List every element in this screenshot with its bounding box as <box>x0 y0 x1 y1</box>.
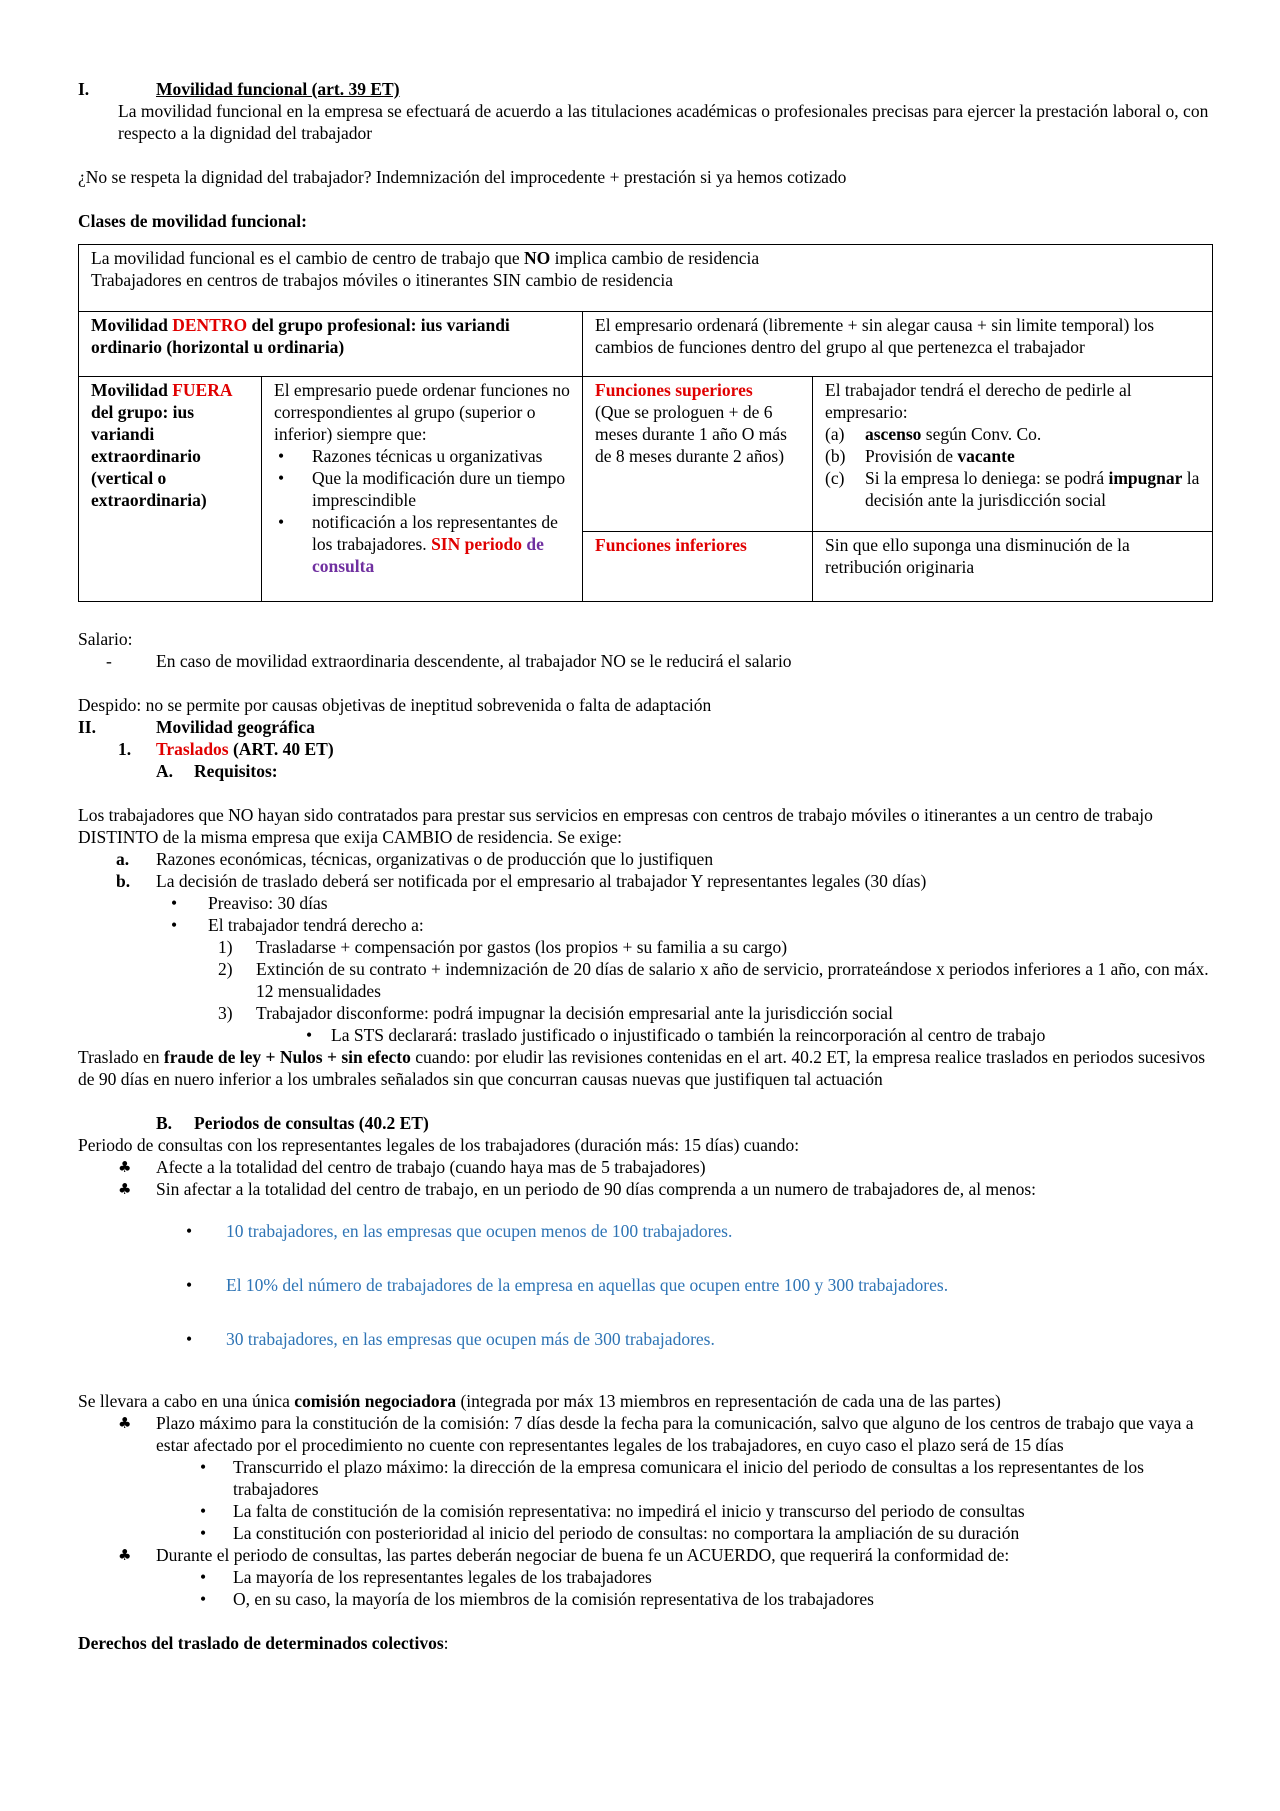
list-letter: b. <box>116 871 131 891</box>
document-page <box>78 78 1213 1654</box>
club-text: Durante el periodo de consultas, las partes deberán negociar de buena fe un ACUERDO, que requerirá la conformidad de: <box>156 1545 1010 1565</box>
fraude-text-end: cuando: por eludir las revisiones contenidas en el art. 40.2 ET, la empresa realice traslados en periodos sucesivos de 90 días en nuero inferior a los umbrales señalados sin que concurran causas nuevas que justifiquen tal actuación <box>78 1047 1206 1089</box>
derechos-title: Derechos del traslado de determinados colectivos <box>78 1633 444 1653</box>
section-i-paragraph: La movilidad funcional en la empresa se efectuará de acuerdo a las titulaciones académicas o profesionales precisas para ejercer la prestación laboral o, con respecto a la dignidad del trabajador <box>118 101 1209 143</box>
requisito-b <box>78 870 1213 892</box>
dignity-question: ¿No se respeta la dignidad del trabajador? Indemnización del improcedente + prestación si ya hemos cotizado <box>78 167 847 187</box>
fuera-label-cell <box>79 377 262 602</box>
fuera-desc-cell <box>262 377 583 602</box>
sup-title: Funciones superiores <box>595 380 753 400</box>
numbered-item: 3) Trabajador disconforme: podrá impugnar la decisión empresarial ante la jurisdicción social <box>218 1003 893 1023</box>
bullet-item: • El trabajador tendrá derecho a: <box>171 915 424 935</box>
club-text: Sin afectar a la totalidad del centro de trabajo, en un periodo de 90 días comprenda a un numero de trabajadores de, al menos: <box>156 1179 1037 1199</box>
requisito-text: La decisión de traslado deberá ser notificada por el empresario al trabajador Y representantes legales (30 días) <box>156 871 927 891</box>
threshold-item: • 30 trabajadores, en las empresas que ocupen más de 300 trabajadores. <box>186 1329 715 1349</box>
bullet-text: La falta de constitución de la comisión representativa: no impedirá el inicio y transcurso del periodo de consultas <box>233 1501 1025 1521</box>
de-consulta: de consulta <box>312 534 544 576</box>
comision-bold: comisión negociadora <box>294 1391 457 1411</box>
sup-option-bold: impugnar <box>1108 468 1183 488</box>
traslados-art: (ART. 40 ET) <box>228 739 334 759</box>
bullet-item: • O, en su caso, la mayoría de los miembros de la comisión representativa de los trabajadores <box>200 1589 874 1609</box>
requisitos-heading <box>78 760 1213 782</box>
club-text: Plazo máximo para la constitución de la comisión: 7 días desde la fecha para la comunicación, salvo que alguno de los centros de trabajo que vaya a estar afectado por el procedimiento no cuente con representantes legales de los trabajadores, en cuyo caso el plazo será de 15 días <box>156 1413 1194 1455</box>
bullet-item: • Transcurrido el plazo máximo: la dirección de la empresa comunicara el inicio del periodo de consultas a los representantes de los trabajadores <box>200 1457 1144 1499</box>
bullet-text: O, en su caso, la mayoría de los miembros de la comisión representativa de los trabajadores <box>233 1589 874 1609</box>
inf-title: Funciones inferiores <box>595 535 747 555</box>
intro-text: La movilidad funcional es el cambio de centro de trabajo que <box>91 248 524 268</box>
dentro-desc-cell: El empresario ordenará (libremente + sin alegar causa + sin limite temporal) los cambios de funciones dentro del grupo al que pertenezca el trabajador <box>583 312 1213 377</box>
fuera-item-text: notificación a los representantes de los trabajadores. <box>312 512 558 554</box>
section-number: I. <box>78 79 90 99</box>
fuera-label-b: FUERA <box>172 380 232 400</box>
fuera-label-c: del grupo: ius variandi extraordinario (vertical o extraordinaria) <box>91 402 207 510</box>
bullet-text: Preaviso: 30 días <box>208 893 328 913</box>
bullet-item: • La mayoría de los representantes legales de los trabajadores <box>200 1567 652 1587</box>
sts-text: La STS declarará: traslado justificado o injustificado o también la reincorporación al centro de trabajo <box>331 1025 1046 1045</box>
sup-option-marker: (b) <box>825 446 846 466</box>
numbered-item: 2) Extinción de su contrato + indemnización de 20 días de salario x año de servicio, prorrateándose x periodos inferiores a 1 año, con máx. 12 mensualidades <box>218 959 1209 1001</box>
bullet-item: • La falta de constitución de la comisión representativa: no impedirá el inicio y transcurso del periodo de consultas <box>200 1501 1025 1521</box>
fraude-bold: fraude de ley + Nulos + sin efecto <box>163 1047 411 1067</box>
sup-option-bold: ascenso <box>865 424 922 444</box>
comision-text-end: (integrada por máx 13 miembros en representación de cada una de las partes) <box>456 1391 1001 1411</box>
subsection-number: 1. <box>118 739 132 759</box>
sup-right-cell <box>813 377 1213 532</box>
sup-option-bold: vacante <box>957 446 1015 466</box>
consultas-heading <box>78 1112 1213 1134</box>
dentro-label-a: Movilidad <box>91 315 173 335</box>
sup-cell <box>583 377 813 532</box>
comision-line <box>78 1390 1213 1412</box>
requisitos-paragraph: Los trabajadores que NO hayan sido contratados para prestar sus servicios en empresas con centros de trabajo móviles o itinerantes a un centro de trabajo DISTINTO de la misma empresa que exija CAMBIO de residencia. Se exige: <box>78 805 1153 847</box>
bullet-item: • La constitución con posterioridad al inicio del periodo de consultas: no comportara la ampliación de su duración <box>200 1523 1020 1543</box>
numbered-item: 1) Trasladarse + compensación por gastos (los propios + su familia a su cargo) <box>218 937 788 957</box>
bullet-text: La constitución con posterioridad al inicio del periodo de consultas: no comportara la ampliación de su duración <box>233 1523 1020 1543</box>
threshold-item: • El 10% del número de trabajadores de la empresa en aquellas que ocupen entre 100 y 300 trabajadores. <box>186 1275 949 1295</box>
fuera-item: • Que la modificación dure un tiempo imprescindible <box>278 468 566 510</box>
club-item: ♣ Sin afectar a la totalidad del centro de trabajo, en un periodo de 90 días comprenda a un numero de trabajadores de, al menos: <box>118 1179 1037 1199</box>
numbered-text: Extinción de su contrato + indemnización de 20 días de salario x año de servicio, prorrateándose x periodos inferiores a 1 año, con máx. 12 mensualidades <box>256 959 1209 1001</box>
sup-option <box>825 467 1200 511</box>
comision-text: Se llevara a cabo en una única <box>78 1391 295 1411</box>
requisito-a <box>78 848 1213 870</box>
club-item: ♣ Plazo máximo para la constitución de la comisión: 7 días desde la fecha para la comunicación, salvo que alguno de los centros de trabajo que vaya a estar afectado por el procedimiento no cuente con representantes legales de los trabajadores, en cuyo caso el plazo será de 15 días <box>118 1413 1194 1455</box>
traslados-title: Traslados <box>156 739 229 759</box>
salario-label: Salario: <box>78 629 133 649</box>
sup-option-text: Provisión de <box>865 446 958 466</box>
salario-item-text: En caso de movilidad extraordinaria descendente, al trabajador NO se le reducirá el salario <box>156 651 792 671</box>
threshold-text: El 10% del número de trabajadores de la empresa en aquellas que ocupen entre 100 y 300 trabajadores. <box>226 1275 949 1295</box>
section-title: Movilidad geográfica <box>156 717 315 737</box>
despido-line: Despido: no se permite por causas objetivas de ineptitud sobrevenida o falta de adaptación <box>78 695 712 715</box>
numbered-text: Trabajador disconforme: podrá impugnar la decisión empresarial ante la jurisdicción social <box>256 1003 893 1023</box>
requisito-text: Razones económicas, técnicas, organizativas o de producción que lo justifiquen <box>156 849 714 869</box>
fuera-label-a: Movilidad <box>91 380 173 400</box>
club-item: ♣ Durante el periodo de consultas, las partes deberán negociar de buena fe un ACUERDO, que requerirá la conformidad de: <box>118 1545 1010 1565</box>
mobility-table <box>78 244 1213 602</box>
intro-no: NO <box>523 248 551 268</box>
sup-right-text: El trabajador tendrá el derecho de pedirle al empresario: <box>825 380 1132 422</box>
list-letter: a. <box>116 849 130 869</box>
fraude-text: Traslado en <box>78 1047 164 1067</box>
bullet-text: La mayoría de los representantes legales de los trabajadores <box>233 1567 652 1587</box>
section-number: II. <box>78 717 96 737</box>
sin-periodo: SIN periodo <box>431 534 522 554</box>
consultas-title: Periodos de consultas (40.2 ET) <box>194 1113 429 1133</box>
dentro-label-c: del grupo profesional: ius variandi ordinario (horizontal u ordinaria) <box>91 315 510 357</box>
club-text: Afecte a la totalidad del centro de trabajo (cuando haya mas de 5 trabajadores) <box>156 1157 706 1177</box>
sup-option-marker: (c) <box>825 468 845 488</box>
fuera-item: • notificación a los representantes de los trabajadores. SIN periodo de consulta <box>278 512 558 576</box>
dentro-label-cell <box>79 312 583 377</box>
threshold-item: • 10 trabajadores, en las empresas que ocupen menos de 100 trabajadores. <box>186 1221 733 1241</box>
inf-cell <box>583 532 813 602</box>
dentro-label-b: DENTRO <box>172 315 248 335</box>
derechos-colon: : <box>443 1633 449 1653</box>
section-title: Movilidad funcional (art. 39 ET) <box>156 79 400 99</box>
subsection-letter: A. <box>156 761 174 781</box>
threshold-text: 10 trabajadores, en las empresas que ocupen menos de 100 trabajadores. <box>226 1221 733 1241</box>
fuera-item-text: Razones técnicas u organizativas <box>312 446 543 466</box>
traslados-heading <box>78 738 1213 760</box>
salario-item: - En caso de movilidad extraordinaria descendente, al trabajador NO se le reducirá el salario <box>106 651 792 671</box>
section-ii-heading <box>78 716 1213 738</box>
inf-right-cell: Sin que ello suponga una disminución de la retribución originaria <box>813 532 1213 602</box>
sup-option <box>825 445 1200 467</box>
bullet-text: El trabajador tendrá derecho a: <box>208 915 424 935</box>
sup-option-text: según Conv. Co. <box>921 424 1042 444</box>
numbered-text: Trasladarse + compensación por gastos (los propios + su familia a su cargo) <box>256 937 788 957</box>
sup-option-text: Si la empresa lo deniega: se podrá <box>865 468 1109 488</box>
bullet-item: • Preaviso: 30 días <box>171 893 328 913</box>
sup-option-text: la decisión ante la jurisdicción social <box>865 468 1200 510</box>
intro-text-end: implica cambio de residencia <box>550 248 760 268</box>
sup-desc: (Que se prologuen + de 6 meses durante 1 año O más de 8 meses durante 2 años) <box>595 402 787 466</box>
subsection-letter: B. <box>156 1113 173 1133</box>
club-item: ♣ Afecte a la totalidad del centro de trabajo (cuando haya mas de 5 trabajadores) <box>118 1157 706 1177</box>
fuera-item-text: Que la modificación dure un tiempo imprescindible <box>312 468 566 510</box>
section-i-heading <box>78 78 1213 100</box>
sup-option-marker: (a) <box>825 424 845 444</box>
bullet-text: Transcurrido el plazo máximo: la dirección de la empresa comunicara el inicio del periodo de consultas a los representantes de los trabajadores <box>233 1457 1144 1499</box>
sup-option <box>825 423 1200 445</box>
clases-heading: Clases de movilidad funcional: <box>78 211 307 231</box>
requisitos-title: Requisitos: <box>194 761 278 781</box>
sts-item: • La STS declarará: traslado justificado o injustificado o también la reincorporación al centro de trabajo <box>306 1025 1046 1045</box>
table-intro-cell <box>79 245 1213 312</box>
fraude-paragraph <box>78 1046 1213 1090</box>
intro-line-2: Trabajadores en centros de trabajos móviles o itinerantes SIN cambio de residencia <box>91 270 674 290</box>
consultas-paragraph: Periodo de consultas con los representantes legales de los trabajadores (duración más: 15 días) cuando: <box>78 1135 800 1155</box>
fuera-item: • Razones técnicas u organizativas <box>278 446 543 466</box>
derechos-heading <box>78 1632 1213 1654</box>
threshold-text: 30 trabajadores, en las empresas que ocupen más de 300 trabajadores. <box>226 1329 715 1349</box>
fuera-desc: El empresario puede ordenar funciones no correspondientes al grupo (superior o inferior) siempre que: <box>274 380 570 444</box>
